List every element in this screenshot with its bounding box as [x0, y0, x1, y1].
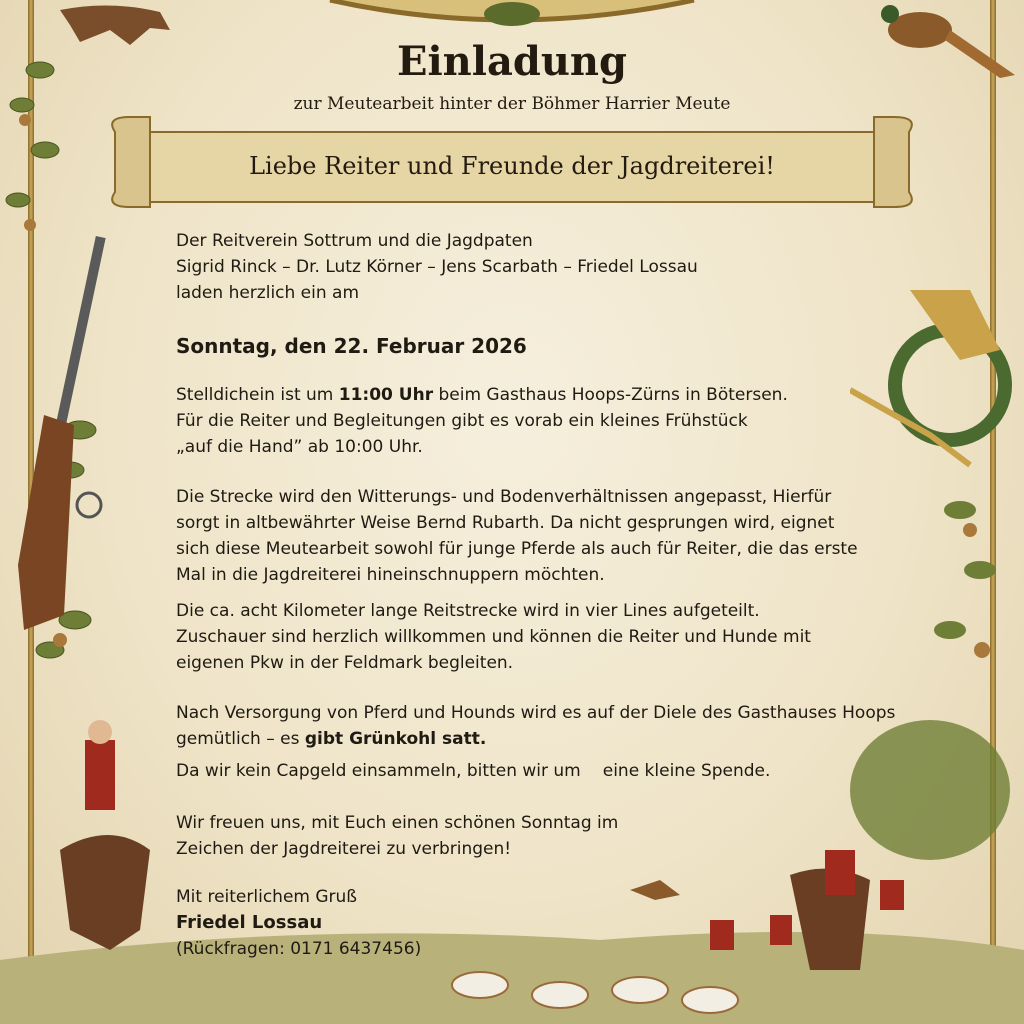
meeting-line: „auf die Hand” ab 10:00 Uhr. — [176, 437, 423, 457]
intro-line: Sigrid Rinck – Dr. Lutz Körner – Jens Scarbath – Friedel Lossau — [176, 257, 698, 277]
food-paragraph — [176, 700, 946, 784]
closing-paragraph — [176, 810, 946, 862]
lines-line: Zuschauer sind herzlich willkommen und können die Reiter und Hunde mit — [176, 627, 811, 647]
closing-line: Wir freuen uns, mit Euch einen schönen Sonntag im — [176, 813, 619, 833]
signature-greeting: Mit reiterlichem Gruß — [176, 887, 358, 907]
route-paragraph — [176, 484, 946, 588]
signature-contact: (Rückfragen: 0171 6437456) — [176, 939, 422, 959]
intro-line: Der Reitverein Sottrum und die Jagdpaten — [176, 231, 533, 251]
donation-line: Da wir kein Capgeld einsammeln, bitten wir um eine kleine Spende. — [176, 761, 771, 781]
lines-paragraph — [176, 598, 946, 676]
route-line: sorgt in altbewährter Weise Bernd Rubarth. Da nicht gesprungen wird, eignet — [176, 513, 835, 533]
route-line: sich diese Meutearbeit sowohl für junge Pferde als auch für Reiter, die das erste — [176, 539, 858, 559]
food-line: Nach Versorgung von Pferd und Hounds wird es auf der Diele des Gasthauses Hoops — [176, 703, 896, 723]
top-ornament-icon — [320, 0, 704, 30]
event-date: Sonntag, den 22. Februar 2026 — [176, 334, 527, 358]
signature-block — [176, 884, 946, 962]
rifle-icon — [4, 235, 114, 635]
route-line: Die Strecke wird den Witterungs- und Bodenverhältnissen angepasst, Hierfür — [176, 487, 832, 507]
route-line: Mal in die Jagdreiterei hineinschnuppern möchten. — [176, 565, 605, 585]
rider-left-icon — [60, 720, 150, 950]
meeting-paragraph — [176, 382, 946, 460]
meeting-time: 11:00 Uhr — [338, 385, 434, 405]
lines-line: eigenen Pkw in der Feldmark begleiten. — [176, 653, 514, 673]
banner-greeting: Liebe Reiter und Freunde der Jagdreiterei! — [249, 152, 775, 180]
lines-line: Die ca. acht Kilometer lange Reitstrecke wird in vier Lines aufgeteilt. — [176, 601, 760, 621]
page-subtitle: zur Meutearbeit hinter der Böhmer Harrier Meute — [293, 94, 731, 114]
food-line: gemütlich – es gibt Grünkohl satt. — [176, 729, 487, 749]
signature-name: Friedel Lossau — [176, 912, 323, 933]
gruenkohl-highlight: gibt Grünkohl satt. — [304, 729, 487, 749]
page-title: Einladung — [397, 38, 627, 85]
meeting-line: Für die Reiter und Begleitungen gibt es vorab ein kleines Frühstück — [176, 411, 748, 431]
closing-line: Zeichen der Jagdreiterei zu verbringen! — [176, 839, 512, 859]
intro-paragraph — [176, 228, 946, 306]
intro-line: laden herzlich ein am — [176, 283, 360, 303]
meeting-line: Stelldichein ist um 11:00 Uhr beim Gasthaus Hoops-Zürns in Bötersen. — [176, 385, 788, 405]
